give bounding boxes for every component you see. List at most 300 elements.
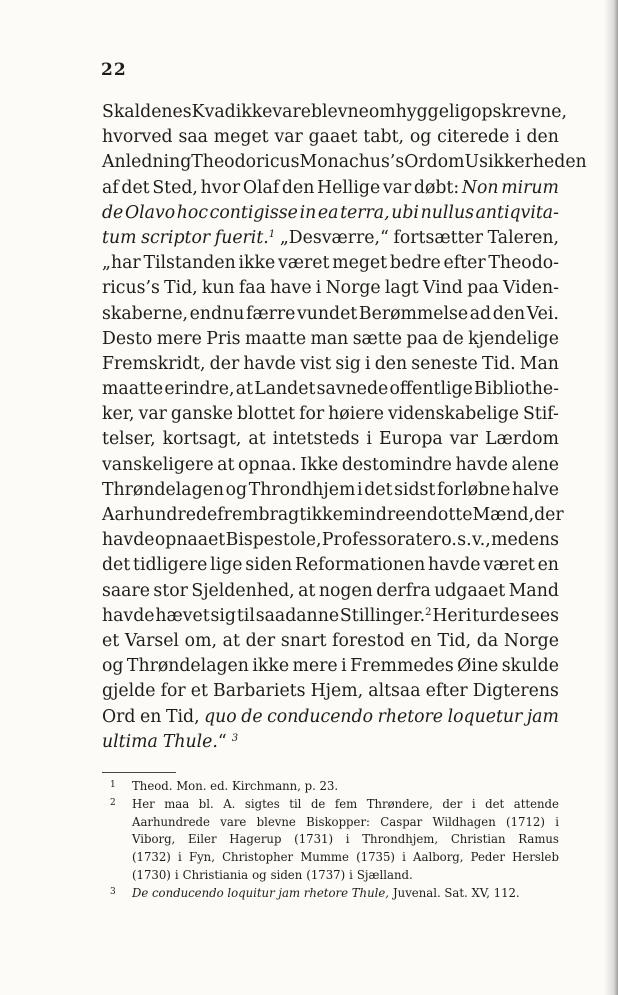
footnote-word: vare <box>220 814 247 829</box>
word: Øine <box>457 656 499 677</box>
word: Sted, <box>152 177 198 198</box>
word: Usikkerheden <box>464 152 587 173</box>
footnote-rule <box>102 772 176 773</box>
word: Theodo- <box>488 253 559 274</box>
word: ultima <box>102 731 158 752</box>
word: kun <box>201 278 235 299</box>
footnote-word: Aalborg, <box>413 850 464 865</box>
text-line <box>102 553 559 578</box>
word: faa <box>238 278 266 299</box>
footnote-word: De conducendo loquitur jam rhetore Thule, <box>132 885 389 900</box>
page-edge-shadow <box>604 0 618 995</box>
word: maatte <box>244 328 307 349</box>
word: offentlige <box>389 379 473 400</box>
word: skulde <box>501 656 559 677</box>
word: Sjeldenhed, <box>191 580 295 601</box>
word: Fremskridt, <box>102 353 206 374</box>
body-text <box>102 100 587 755</box>
word: rhetore <box>377 706 444 727</box>
word: havde <box>455 454 508 475</box>
word: at <box>217 454 235 475</box>
word: halve <box>512 479 559 500</box>
text-line <box>102 276 559 301</box>
footnote-line <box>132 814 559 832</box>
footnote-word: (1712) <box>506 814 545 829</box>
footnote-word: i <box>178 850 182 865</box>
word: sidst <box>394 479 436 500</box>
word: saa <box>178 127 208 148</box>
text-line <box>102 679 559 704</box>
word: fuerit.$^1$ <box>214 227 276 248</box>
word: ikke <box>238 253 276 274</box>
word: erindre, <box>164 379 235 400</box>
word: døbt: <box>413 177 460 198</box>
word: at <box>222 630 240 651</box>
word: contigisse <box>209 202 298 223</box>
word: Thrøndelagen <box>102 479 224 500</box>
word: antiqvita- <box>475 202 559 223</box>
word: og <box>102 656 124 677</box>
footnote-word: Ramus <box>518 832 559 847</box>
text-line <box>102 352 559 377</box>
word: Ord <box>404 152 438 173</box>
footnote <box>110 796 559 885</box>
text-line <box>102 327 559 352</box>
word: sees <box>520 605 559 626</box>
word: og <box>409 127 432 148</box>
footnote-word: fem <box>334 796 358 811</box>
text-line <box>102 654 559 679</box>
footnote-word: Aarhundrede <box>132 814 210 829</box>
footnote-word: Wildhagen <box>432 814 496 829</box>
word: seneste <box>411 353 478 374</box>
footnote-word: Fyn, <box>188 850 215 865</box>
word: s. <box>457 530 472 551</box>
footnote-word: siden <box>270 867 303 882</box>
word: saadanne <box>255 605 340 626</box>
footnote-word: (1732) <box>132 850 171 865</box>
word: vanskeligere <box>102 454 214 475</box>
footnote-word: Sjælland. <box>356 867 413 882</box>
word: Throndhjem <box>248 479 356 500</box>
word: hvorved <box>102 127 173 148</box>
word: de <box>442 328 464 349</box>
word: Bibliothe- <box>474 379 559 400</box>
word: Vei. <box>526 303 559 324</box>
word: vundet <box>297 303 358 324</box>
word: den <box>281 177 315 198</box>
word: saare <box>102 580 150 601</box>
word: frembragt <box>217 505 307 525</box>
footnote-word: Christian <box>450 832 506 847</box>
footnote-reference: 1 <box>268 228 276 240</box>
word: var <box>382 177 412 198</box>
word: i <box>365 353 371 374</box>
word: om <box>437 152 465 173</box>
footnote-word: Biskopper: <box>306 814 370 829</box>
word: skaberne, <box>102 303 189 324</box>
word: en <box>537 555 559 576</box>
word: mere <box>156 328 202 349</box>
footnote-line <box>132 831 559 849</box>
footnote-word: der <box>442 796 463 811</box>
word: Tid, <box>164 278 198 299</box>
word: otte <box>437 505 473 525</box>
footnote-word: bl. <box>198 796 214 811</box>
footnote-word: i <box>345 832 350 847</box>
word: destomindre <box>341 454 452 475</box>
word: jam <box>526 706 559 727</box>
footnote-reference: 3 <box>231 732 239 744</box>
word: ubi <box>391 202 419 223</box>
footnote-word: (1730) <box>132 867 171 882</box>
word: Tid, <box>437 630 472 651</box>
word: Anledning <box>102 152 192 173</box>
footnote-word: A. <box>223 796 236 811</box>
word: conducendo <box>267 706 374 727</box>
footnote-word: blevne <box>256 814 296 829</box>
footnote-number: 1 <box>110 780 116 790</box>
word: efter <box>443 253 486 274</box>
word: intetsteds <box>272 429 360 450</box>
footnote-word: til <box>289 796 302 811</box>
footnote-number: 2 <box>110 797 116 808</box>
footnote-word: (1737) <box>306 867 346 882</box>
word: vare <box>272 102 311 122</box>
footnote-word: Theod. Mon. ed. Kirchmann, p. 23. <box>132 779 339 793</box>
word: savnede <box>316 379 389 400</box>
word: man <box>310 328 349 349</box>
word: mirum <box>501 177 559 198</box>
word: var <box>138 404 167 425</box>
footnote-word: Viborg, <box>132 832 176 847</box>
word: Mand <box>508 580 559 601</box>
text-line <box>102 427 559 452</box>
word: den <box>374 353 408 374</box>
footnote-text <box>132 796 559 885</box>
text-line <box>102 150 587 175</box>
word: Ord <box>102 706 136 727</box>
word: Aarhundrede <box>102 505 218 525</box>
word: ikke <box>252 656 290 677</box>
text-line <box>102 302 559 327</box>
word: Fremmedes <box>350 656 454 677</box>
word: det <box>121 177 150 198</box>
word: bedre <box>389 253 441 274</box>
word: end <box>405 505 438 525</box>
word: at <box>298 580 316 601</box>
word: blottet <box>237 404 296 425</box>
footnote-text <box>132 778 559 796</box>
word: opskrevne, <box>471 102 567 122</box>
word: opnaa. <box>237 454 297 475</box>
word: og <box>225 479 248 500</box>
word: „har <box>102 253 141 274</box>
text-line <box>102 251 559 276</box>
word: forløbne <box>436 479 511 500</box>
word: den <box>526 127 559 148</box>
word: mere <box>292 656 338 677</box>
word: i <box>366 429 372 450</box>
word: tabt, <box>363 127 405 148</box>
word: ad <box>469 303 492 324</box>
footnote-word: Christiania <box>182 867 249 882</box>
page-number: 22 <box>101 60 127 80</box>
word: Olavo <box>124 202 176 223</box>
word: Europa <box>378 429 443 450</box>
word: snart <box>280 630 327 651</box>
word: ganske <box>170 404 233 425</box>
footnote-word: Throndhjem, <box>362 832 439 847</box>
text-line <box>102 604 559 629</box>
footnote-line <box>132 778 559 796</box>
word: medens <box>491 530 559 551</box>
word: Kvad <box>191 102 236 122</box>
word: forestod <box>332 630 405 651</box>
footnote-word: Mumme <box>300 850 349 865</box>
word: terra, <box>340 202 390 223</box>
footnote-word: sigtes <box>244 796 280 811</box>
word: Mænd, <box>472 505 535 525</box>
word: havde <box>243 353 296 374</box>
word: mindre <box>342 505 406 525</box>
word: „Desværre,“ <box>279 227 389 248</box>
word: Lærdom <box>485 429 559 450</box>
text-line <box>102 125 559 150</box>
footnote-word: Peder <box>470 850 505 865</box>
word: Reformationen <box>294 555 426 576</box>
footnote-word: maa <box>164 796 190 811</box>
word: Theodoricus <box>191 152 300 173</box>
word: Man <box>519 353 559 374</box>
word: i <box>341 656 347 677</box>
word: var <box>274 127 303 148</box>
word: Landet <box>254 379 316 400</box>
word: Norge <box>503 630 559 651</box>
text-line <box>102 226 559 251</box>
word: nogen <box>318 580 373 601</box>
word: et <box>190 681 208 702</box>
word: lagt <box>384 278 419 299</box>
word: Stillinger.$^2$ <box>339 605 432 626</box>
word: det <box>364 479 393 500</box>
word: Heri <box>432 605 472 626</box>
word: for <box>160 681 186 702</box>
word: i <box>515 127 521 148</box>
word: Stif- <box>522 404 559 425</box>
word: der <box>534 505 564 525</box>
word: høiere <box>328 404 384 425</box>
word: hævet <box>155 605 210 626</box>
word: i <box>357 479 363 500</box>
word: kjendelige <box>468 328 559 349</box>
word: omhyggelig <box>368 102 472 122</box>
text-line <box>102 453 559 478</box>
word: der <box>209 353 240 374</box>
word: Berømmelse <box>358 303 469 324</box>
word: Hjem, <box>310 681 364 702</box>
word: stor <box>153 580 188 601</box>
word: var <box>449 429 479 450</box>
word: endnu <box>189 303 245 324</box>
footnote-word: Hagerup <box>229 832 282 847</box>
word: havde <box>428 555 481 576</box>
word: Tid. <box>481 353 516 374</box>
word: Non <box>461 177 499 198</box>
footnote-line <box>132 885 559 903</box>
word: Barbariets <box>213 681 306 702</box>
word: Norge <box>325 278 381 299</box>
word: have <box>270 278 312 299</box>
word: sig <box>210 605 236 626</box>
word: gaaet <box>308 127 358 148</box>
word: alene <box>511 454 559 475</box>
word: scriptor <box>141 227 211 248</box>
word: lige <box>210 555 243 576</box>
word: der <box>245 630 276 651</box>
text-line <box>102 402 559 427</box>
word: Bispestole, <box>225 530 322 551</box>
footnote-word: de <box>310 796 326 811</box>
word: at <box>248 429 266 450</box>
footnotes <box>110 778 559 903</box>
text-line <box>102 579 559 604</box>
word: været <box>483 555 535 576</box>
footnote-text <box>132 885 559 903</box>
word: Tid, <box>165 706 200 727</box>
word: quo <box>204 706 237 727</box>
text-line <box>102 503 564 528</box>
word: hoc <box>176 202 208 223</box>
footnote <box>110 778 559 796</box>
footnote-word: i <box>471 796 476 811</box>
word: hvor <box>200 177 241 198</box>
word: Professorater <box>321 530 441 551</box>
word: derfra <box>376 580 431 601</box>
footnote-reference: 2 <box>425 606 432 618</box>
word: en <box>140 706 162 727</box>
word: af <box>102 177 119 198</box>
word: et <box>102 630 120 651</box>
word: paa <box>467 278 499 299</box>
footnote-number: 3 <box>110 886 116 897</box>
footnote-word: Christopher <box>222 850 294 865</box>
text-line <box>102 629 559 654</box>
word: havde <box>102 530 155 551</box>
word: til <box>236 605 255 626</box>
word: vist <box>300 353 332 374</box>
word: Tilstanden <box>143 253 236 274</box>
word: videnskabelige <box>387 404 519 425</box>
word: meget <box>213 127 269 148</box>
footnote-word: det <box>485 796 505 811</box>
word: maatte <box>102 379 164 400</box>
word: ricus’s <box>102 278 160 299</box>
word: loquetur <box>447 706 523 727</box>
word: paa <box>406 328 438 349</box>
footnote-word: i <box>174 867 179 882</box>
word: Olaf <box>242 177 280 198</box>
word: Pris <box>206 328 241 349</box>
footnote-word: attende <box>513 796 559 811</box>
word: de <box>102 202 124 223</box>
word: telser, <box>102 429 156 450</box>
word: Taleren, <box>487 227 559 248</box>
word: tum <box>102 227 137 248</box>
word: Ikke <box>300 454 339 475</box>
footnote <box>110 885 559 903</box>
footnote-word: Juvenal. Sat. XV, 112. <box>392 885 520 900</box>
footnote-line <box>132 849 559 867</box>
footnote-word: i <box>555 814 559 829</box>
word: Varsel <box>124 630 179 651</box>
word: den <box>492 303 526 324</box>
footnote-word: i <box>402 850 406 865</box>
word: opnaaet <box>154 530 226 551</box>
word: udgaaet <box>434 580 506 601</box>
word: v., <box>472 530 491 551</box>
text-line <box>102 478 559 503</box>
word: tidligere <box>133 555 208 576</box>
footnote-line <box>132 796 559 814</box>
footnote-word: Eiler <box>188 832 217 847</box>
word: meget <box>332 253 388 274</box>
word: altsaa <box>368 681 421 702</box>
text-line <box>102 377 559 402</box>
word: de <box>241 706 263 727</box>
word: nullus <box>420 202 474 223</box>
footnote-line <box>132 867 559 885</box>
word: siden <box>245 555 293 576</box>
word: ikke <box>235 102 273 122</box>
footnote-word: (1731) <box>294 832 334 847</box>
word: citerede <box>437 127 510 148</box>
footnote-word: Caspar <box>380 814 423 829</box>
word: færre <box>245 303 296 324</box>
word: sætte <box>352 328 402 349</box>
word: havde <box>102 605 155 626</box>
word: Hellige <box>317 177 381 198</box>
word: Thrøndelagen <box>126 656 249 677</box>
word: in <box>299 202 317 223</box>
word: i <box>315 278 322 299</box>
word: en <box>410 630 432 651</box>
word: om, <box>184 630 217 651</box>
word: at <box>235 379 254 400</box>
word: turde <box>472 605 520 626</box>
word: o. <box>441 530 457 551</box>
footnote-word: i <box>349 867 353 882</box>
word: for <box>299 404 325 425</box>
word: Skaldenes <box>102 102 192 122</box>
word: blevne <box>310 102 369 122</box>
footnote-word: og <box>252 867 267 882</box>
footnote-word: (1735) <box>356 850 395 865</box>
word: ker, <box>102 404 135 425</box>
word: Thule.“ $^3$ <box>162 731 239 752</box>
word: da <box>476 630 499 651</box>
word: det <box>102 555 131 576</box>
word: Desto <box>102 328 153 349</box>
word: fortsætter <box>393 227 483 248</box>
footnote-word: Thrøndere, <box>366 796 433 811</box>
word: Digterens <box>472 681 559 702</box>
text-line <box>102 705 559 730</box>
word: kortsagt, <box>162 429 242 450</box>
text-line <box>102 100 567 125</box>
word: været <box>278 253 330 274</box>
text-line <box>102 528 559 553</box>
